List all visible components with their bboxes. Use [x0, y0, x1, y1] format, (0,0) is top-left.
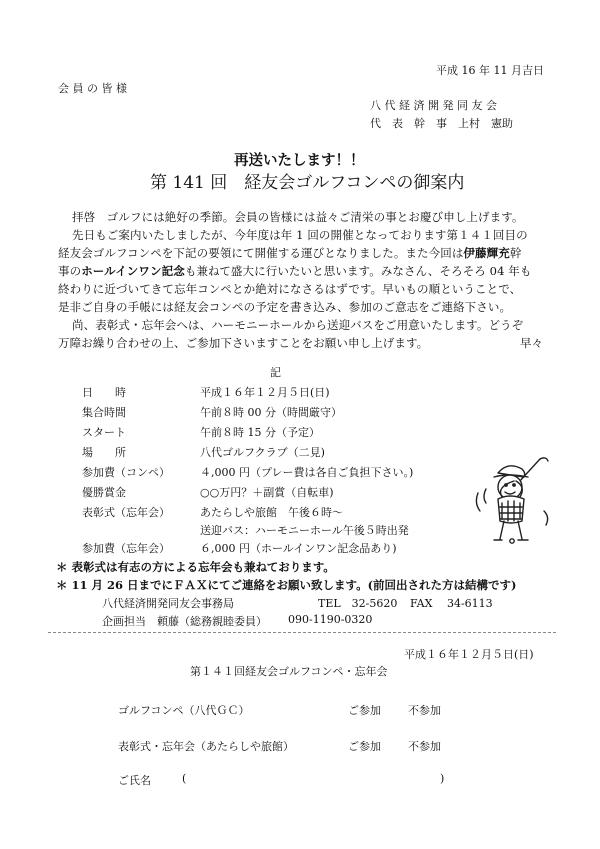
form-name-paren-close: ): [440, 772, 445, 785]
detail-label-date: 日 時: [82, 386, 126, 399]
body-line-1: 拝啓 ゴルフには絶好の季節。会員の皆様には益々ご清栄の事とお慶び申し上げます。: [72, 210, 524, 224]
note-fax-deadline: ＊ 11 月 26 日までにＦＡＸにてご連絡をお願い致します。(前回出された方は結構です): [56, 578, 517, 592]
form-name-paren-open: (: [182, 772, 187, 785]
bold-name: 伊藤輝充: [463, 246, 510, 260]
detail-value-start: 午前８時 15 分（予定）: [200, 426, 320, 439]
detail-label-gather: 集合時間: [82, 406, 126, 419]
detail-value-bus: 送迎バス：ハーモニーホール午後５時出発: [200, 524, 409, 537]
bold-hole-in-one: ホールインワン記念: [81, 264, 185, 278]
contact-planner: 企画担当 頼藤（総務親睦委員）: [102, 615, 267, 628]
detail-label-prize: 優勝賞金: [82, 486, 126, 499]
form-title: 第１４１回経友会ゴルフコンペ・忘年会: [190, 665, 388, 678]
body-line-7: 尚、表彰式・忘年会へは、ハーモニーホールから送迎バスをご用意いたします。どうぞ: [72, 318, 524, 332]
form-golf-attend-option[interactable]: ご参加: [348, 704, 381, 717]
detail-value-date: 平成１６年１２月５日(日): [200, 386, 330, 399]
detail-value-ceremony: あたらしや旅館 午後６時～: [200, 506, 343, 519]
form-name-label: ご氏名: [118, 774, 151, 787]
body-line-6: 是非ご自身の手帳には経友会コンペの予定を書き込み、参加のご意志をご連絡下さい。: [58, 300, 512, 314]
contact-tel: TEL 32-5620: [318, 597, 398, 610]
form-name-field[interactable]: [192, 772, 436, 786]
detail-value-fee-compe: ４,000 円（プレー費は各自ご負担下さい。): [200, 466, 414, 479]
contact-planner-phone: 090-1190-0320: [288, 613, 373, 626]
detail-label-fee-party: 参加費（忘年会）: [82, 542, 170, 555]
body-line-8: 万障お繰り合わせの上、ご参加下さいますことをお願い申し上げます。: [58, 336, 429, 350]
closing-word: 早々: [520, 336, 543, 350]
note-party: ＊ 表彰式は有志の方による忘年会も兼ねております。: [56, 560, 335, 574]
contact-fax: FAX 34-6113: [410, 597, 493, 610]
ki-mark: 記: [270, 366, 281, 379]
form-golf-not-attend-option[interactable]: 不参加: [408, 704, 441, 717]
detail-label-start: スタート: [82, 426, 126, 439]
form-party-attend-option[interactable]: ご参加: [348, 740, 381, 753]
golfer-illustration-icon: [458, 453, 558, 548]
detail-value-gather: 午前８時 00 分（時間厳守）: [200, 406, 342, 419]
contact-office: 八代経済開発同友会事務局: [102, 597, 234, 610]
issue-date: 平成 16 年 11 月吉日: [436, 64, 544, 77]
detail-value-fee-party: ６,000 円（ホールインワン記念品あり): [200, 542, 397, 555]
page-title: 第 141 回 経友会ゴルフコンペの御案内: [150, 173, 465, 193]
body-line-3: 経友会ゴルフコンペを下記の要領にて開催する運びとなりました。また今回は伊藤輝充幹: [58, 246, 522, 260]
body-line-4: 事のホールインワン記念も兼ねて盛大に行いたいと思います。みなさん、そろそろ 04 年も: [58, 264, 532, 278]
detail-value-prize: ○○万円？＋副賞（自転車): [200, 486, 334, 499]
resend-notice: 再送いたします！！: [234, 153, 365, 169]
form-party-not-attend-option[interactable]: 不参加: [408, 740, 441, 753]
sender-organization: 八 代 経 済 開 発 同 友 会: [370, 99, 497, 112]
cut-line-divider: [48, 632, 556, 633]
body-line-2: 先日もご案内いたしましたが、今年度は年 1 回の開催となっております第１４１回目の: [72, 228, 528, 242]
sender-name: 代 表 幹 事 上村 憲助: [370, 117, 513, 130]
recipient: 会 員 の 皆 様: [58, 82, 127, 95]
form-date: 平成１６年１２月５日(日): [404, 648, 534, 661]
detail-label-fee-compe: 参加費（コンペ）: [82, 466, 170, 479]
detail-label-ceremony: 表彰式（忘年会）: [82, 506, 170, 519]
detail-value-place: 八代ゴルフクラブ（二見): [200, 446, 325, 459]
detail-label-place: 場 所: [82, 446, 126, 459]
body-line-5: 終わりに近づいてきて忘年コンペとか絶対になさるはずです。早いもの順ということで、: [58, 282, 522, 296]
form-row-party-label: 表彰式・忘年会（あたらしや旅館）: [118, 740, 294, 753]
form-row-golf-label: ゴルフコンペ（八代ＧＣ）: [118, 704, 250, 717]
